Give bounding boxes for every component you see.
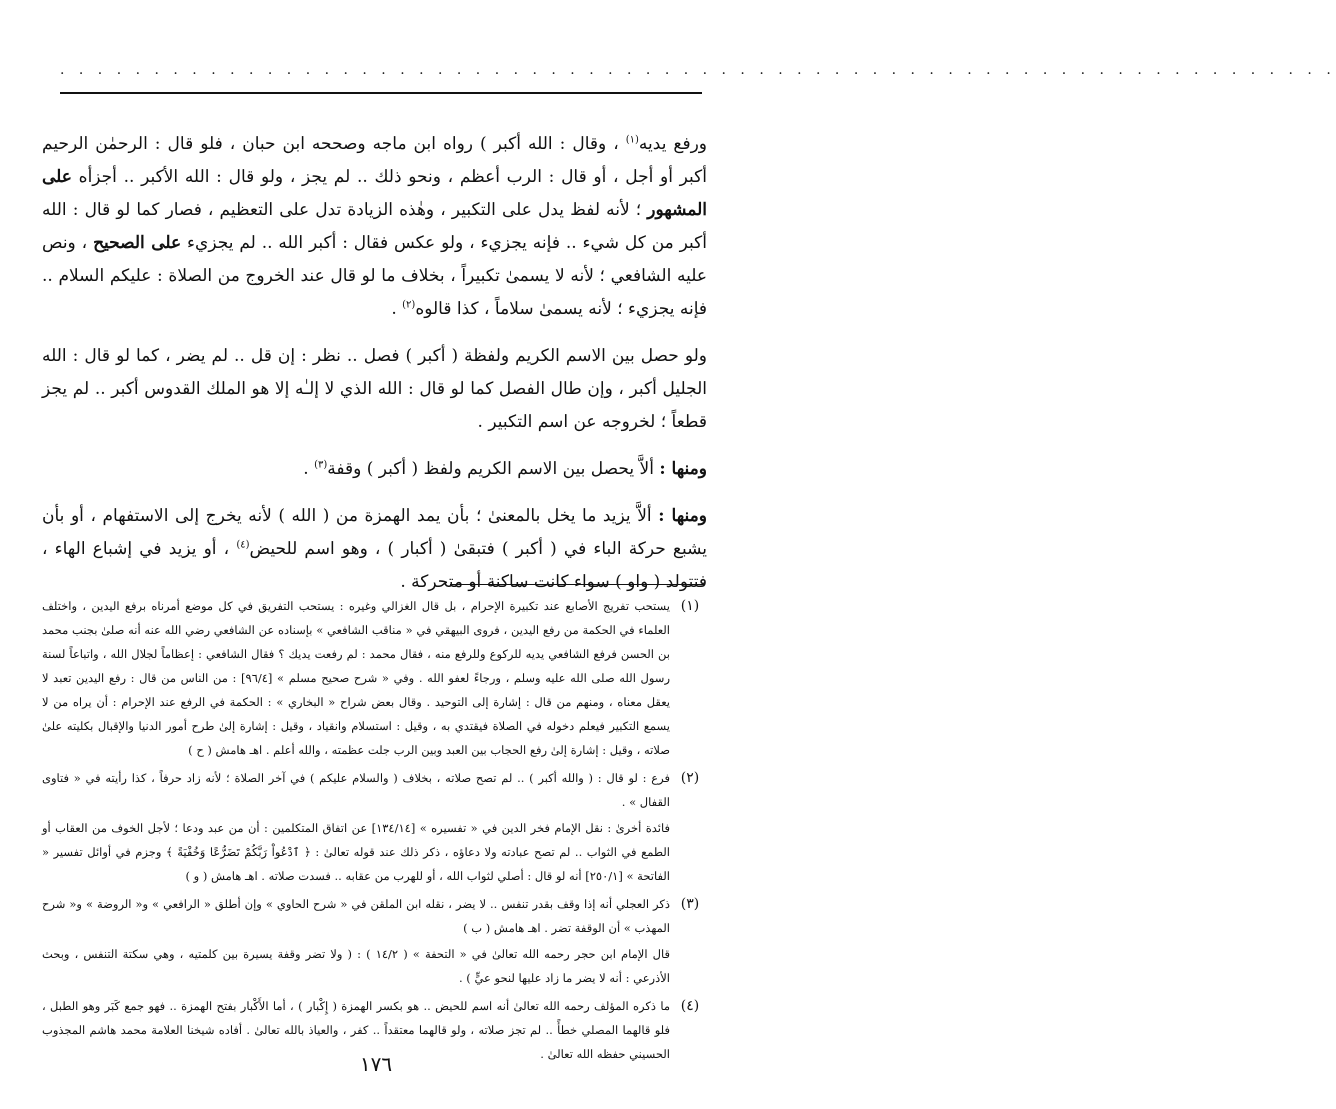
footnote-2 — [42, 766, 710, 888]
footnote-ref-4[interactable]: (٤) — [236, 539, 250, 551]
header-dots: · · · · · · · · · · · · · · · · · · · · · · · · · · · · · · · · · · · · · · · · · · · · · · · · · · · · · · · · · · · · · · · · · · · · — [60, 66, 1336, 82]
footnote-number: (٢) — [680, 770, 700, 786]
footnote-number: (٤) — [680, 998, 700, 1014]
footnote-3 — [42, 892, 710, 990]
paragraph-1: ورفع يديه$^{(١)}$ ، وقال : الله أكبر ) رواه ابن ماجه وصححه ابن حبان ، فلو قال : الرحمٰن الرحيم أكبر أو أجل ، أو قال : الرب أعظم ، ونحو ذلك .. لم يجز ، ولو قال : الله الأكبر .. أجزأه على المشهور ؛ لأنه لفظ يدل على التكبير ، وهٰذه الزيادة تدل على التعظيم ، فصار كما لو قال : الله أكبر من كل شيء .. فإنه يجزيء ، ولو عكس فقال : أكبر الله .. لم يجزيء على الصحيح ، ونص عليه الشافعي ؛ لأنه لا يسمىٰ تكبيراً ، بخلاف ما لو قال عند الخروج من الصلاة : عليكم السلام .. فإنه يجزيء ؛ لأنه يسمىٰ سلاماً ، كذا قالوه$^{(٢)}$ . — [42, 134, 708, 319]
footnote-text: فائدة أخرىٰ : نقل الإمام فخر الدين في « تفسيره » [١٣٤/١٤] عن اتفاق المتكلمين : أن من عبد ودعا ؛ لأجل الخوف من العقاب أو الطمع في الثواب .. لم تصح عبادته ولا دعاؤه ، ذكر ذلك عند قوله تعالىٰ : ﴿ ٱدْعُواْ رَبَّكُمْ تَضَرُّعًا وَخُفْيَةً ﴾ وجزم في أوائل تفسير « الفاتحة » [٢٥٠/١] أنه لو قال : أصلي لثواب الله ، أو للهرب من عقابه .. فسدت صلاته . اهـ هامش ( و ) — [42, 821, 670, 883]
footnote-1 — [42, 594, 710, 762]
footnote-number: (١) — [680, 598, 700, 614]
footnote-text: فرع : لو قال : ( والله أكبر ) .. لم تصح صلاته ، بخلاف ( والسلام عليكم ) في آخر الصلاة ؛ لأنه زاد حرفاً ، كذا رأيته في « فتاوى القفال » . — [42, 771, 670, 809]
bold-phrase: على الصحيح — [93, 233, 182, 253]
footnote-ref-3[interactable]: (٣) — [314, 459, 328, 471]
footnote-text: ما ذكره المؤلف رحمه الله تعالىٰ أنه اسم للحيض .. هو بكسر الهمزة ( إِكْبار ) ، أما الأَكْبار بفتح الهمزة .. فهو جمع كَبَر وهو الطبل ، فلو قالهما المصلي خطأً .. لم تجز صلاته ، ولو قالهما معتقداً .. كفر ، والعياذ بالله تعالىٰ . أفاده شيخنا العلامة محمد هاشم المجذوب الحسيني حفظه الله تعالىٰ . — [42, 999, 670, 1061]
footnote-number: (٣) — [680, 896, 700, 912]
paragraph-4: ومنها : ألاَّ يزيد ما يخل بالمعنىٰ ؛ بأن يمد الهمزة من ( الله ) لأنه يخرج إلى الاستفهام ، أو بأن يشبع حركة الباء في ( أكبر ) فتبقىٰ ( أكبار ) ، وهو اسم للحيض$^{(٤)}$ ، أو يزيد في إشباع الهاء ، فتتولد ( واو ) سواء كانت ساكنة أو متحركة . — [42, 506, 708, 592]
footnote-text: يستحب تفريج الأصابع عند تكبيرة الإحرام ، بل قال الغزالي وغيره : يستحب التفريق في كل موضع أمرناه برفع اليدين ، واختلف العلماء في الحكمة من رفع اليدين ، فروى البيهقي في « مناقب الشافعي » بإسناده عن الشافعي رضي الله عنه أنه صلىٰ بجنب محمد بن الحسن فرفع الشافعي يديه للركوع وللرفع منه ، فقال محمد : لم رفعت يديك ؟ فقال الشافعي : إعظاماً لجلال الله ، واتباعاً لسنة رسول الله صلى الله عليه وسلم ، ورجاءً لعفو الله . وفي « شرح صحيح مسلم » [٩٦/٤] : من الناس من قال : رفع اليدين تعبد لا يعقل معناه ، ومنهم من قال : إشارة إلى التوحيد . وقال بعض شراح « البخاري » : الحكمة في الرفع عند الإحرام : أن يراه من لا يسمع التكبير فيعلم دخوله في الصلاة فيقتدي به ، وقيل : استسلام وانقياد ، وقيل : إشارة إلىٰ طرح أمور الدنيا والإقبال بكليته علىٰ صلاته ، وقيل : إشارة إلىٰ رفع الحجاب بين العبد وبين الرب جلت عظمته ، والله أعلم . اهـ هامش ( ح ) — [42, 599, 670, 757]
footnote-separator — [450, 584, 705, 585]
page-number: ١٧٦ — [359, 1052, 393, 1076]
footnote-ref-2[interactable]: (٢) — [402, 299, 416, 311]
paragraph-2: ولو حصل بين الاسم الكريم ولفظة ( أكبر ) فصل .. نظر : إن قل .. لم يضر ، كما لو قال : الله الجليل أكبر ، وإن طال الفصل كما لو قال : الله الذي لا إلـٰه إلا هو الملك القدوس أكبر .. لم يجز قطعاً ؛ لخروجه عن اسم التكبير . — [42, 346, 707, 432]
bold-lead: ومنها : — [659, 459, 707, 479]
footnote-ref-1[interactable]: (١) — [625, 134, 639, 146]
bold-lead: ومنها : — [658, 506, 707, 526]
header-rule — [60, 92, 702, 94]
bold-phrase: على المشهور — [42, 167, 708, 220]
main-text — [42, 128, 707, 613]
footnote-text: قال الإمام ابن حجر رحمه الله تعالىٰ في « التحفة » ( ١٤/٢ ) : ( ولا تضر وقفة يسيرة بين كلمتيه ، وهي سكتة التنفس ، وبحث الأذرعي : أنه لا يضر ما زاد عليها لنحو عيٍّ ) . — [42, 947, 670, 985]
footnote-text: ذكر العجلي أنه إذا وقف بقدر تنفس .. لا يضر ، نقله ابن الملقن في « شرح الحاوي » وإن أطلق « الرافعي » و« الروضة » و« شرح المهذب » أن الوقفة تضر . اهـ هامش ( ب ) — [42, 897, 670, 935]
footnotes — [42, 594, 710, 1070]
paragraph-3: ومنها : ألاَّ يحصل بين الاسم الكريم ولفظ ( أكبر ) وقفة$^{(٣)}$ . — [303, 459, 707, 479]
